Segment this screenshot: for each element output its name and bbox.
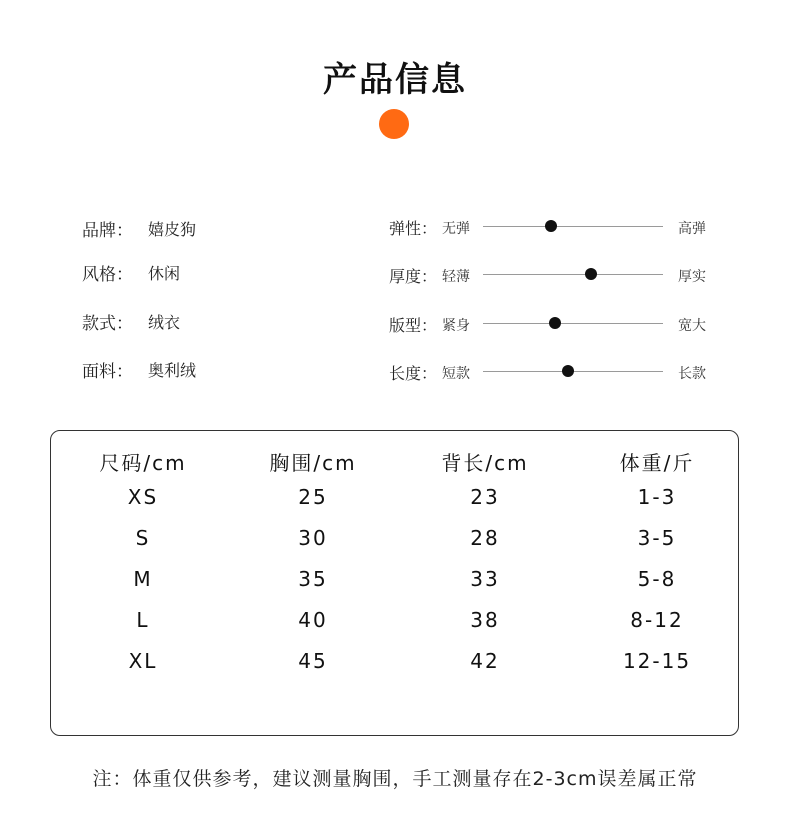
scale-label: 厚度： bbox=[389, 267, 438, 286]
page-title: 产品信息 bbox=[323, 60, 467, 100]
accent-dot bbox=[379, 109, 409, 139]
scale-track bbox=[483, 323, 663, 324]
scale-row-elasticity bbox=[389, 213, 719, 239]
table-cell: 28 bbox=[470, 526, 500, 550]
attribute-label: 款式： bbox=[82, 313, 133, 334]
scale-min-label: 轻薄 bbox=[442, 269, 470, 285]
attribute-value: 绒衣 bbox=[148, 312, 181, 332]
size-table bbox=[50, 430, 739, 736]
scale-track bbox=[483, 226, 663, 227]
table-cell: 1-3 bbox=[637, 485, 677, 509]
attribute-label: 品牌： bbox=[82, 220, 133, 241]
scale-label: 版型： bbox=[389, 316, 438, 335]
table-cell: 40 bbox=[298, 608, 328, 632]
table-cell: 8-12 bbox=[630, 608, 684, 632]
table-cell: 42 bbox=[470, 649, 500, 673]
table-header: 胸围/cm bbox=[269, 451, 357, 475]
scale-indicator bbox=[549, 317, 561, 329]
scale-row-length bbox=[389, 358, 719, 384]
attribute-row-type bbox=[82, 308, 180, 334]
scale-min-label: 短款 bbox=[442, 366, 470, 382]
table-header: 体重/斤 bbox=[619, 451, 695, 475]
table-cell: 45 bbox=[298, 649, 328, 673]
attribute-value: 休闲 bbox=[148, 263, 181, 283]
table-cell: 30 bbox=[298, 526, 328, 550]
table-column-size bbox=[57, 449, 229, 682]
attribute-label: 风格： bbox=[82, 264, 133, 285]
scale-label: 弹性： bbox=[389, 219, 438, 238]
table-header: 尺码/cm bbox=[99, 451, 187, 475]
scale-row-fit bbox=[389, 310, 719, 336]
scale-label: 长度： bbox=[389, 364, 438, 383]
table-cell: S bbox=[135, 526, 151, 550]
table-cell: 23 bbox=[470, 485, 500, 509]
attribute-row-fabric bbox=[82, 356, 196, 382]
table-column-chest bbox=[227, 449, 399, 682]
table-cell: XL bbox=[128, 649, 158, 673]
table-cell: XS bbox=[127, 485, 159, 509]
scale-indicator bbox=[562, 365, 574, 377]
attribute-value: 奥利绒 bbox=[148, 360, 197, 380]
scale-max-label: 长款 bbox=[678, 366, 706, 382]
table-cell: 12-15 bbox=[622, 649, 692, 673]
scale-indicator bbox=[545, 220, 557, 232]
scale-max-label: 厚实 bbox=[678, 269, 706, 285]
table-cell: M bbox=[133, 567, 153, 591]
scale-indicator bbox=[585, 268, 597, 280]
attribute-label: 面料： bbox=[82, 361, 133, 382]
table-header: 背长/cm bbox=[441, 451, 529, 475]
table-cell: 38 bbox=[470, 608, 500, 632]
scale-min-label: 无弹 bbox=[442, 221, 470, 237]
table-cell: 5-8 bbox=[637, 567, 677, 591]
attribute-row-style bbox=[82, 259, 180, 285]
scale-row-thickness bbox=[389, 261, 719, 287]
table-column-weight bbox=[571, 449, 743, 682]
scale-max-label: 高弹 bbox=[678, 221, 706, 237]
table-cell: 25 bbox=[298, 485, 328, 509]
table-cell: 33 bbox=[470, 567, 500, 591]
footnote: 注：体重仅供参考，建议测量胸围，手工测量存在2-3cm误差属正常 bbox=[92, 768, 698, 790]
table-column-back-length bbox=[399, 449, 571, 682]
attribute-value: 嬉皮狗 bbox=[148, 219, 197, 239]
table-cell: 3-5 bbox=[637, 526, 677, 550]
table-cell: L bbox=[136, 608, 150, 632]
attribute-row-brand bbox=[82, 215, 196, 241]
scale-min-label: 紧身 bbox=[442, 318, 470, 334]
scale-track bbox=[483, 274, 663, 275]
table-cell: 35 bbox=[298, 567, 328, 591]
scale-max-label: 宽大 bbox=[678, 318, 706, 334]
